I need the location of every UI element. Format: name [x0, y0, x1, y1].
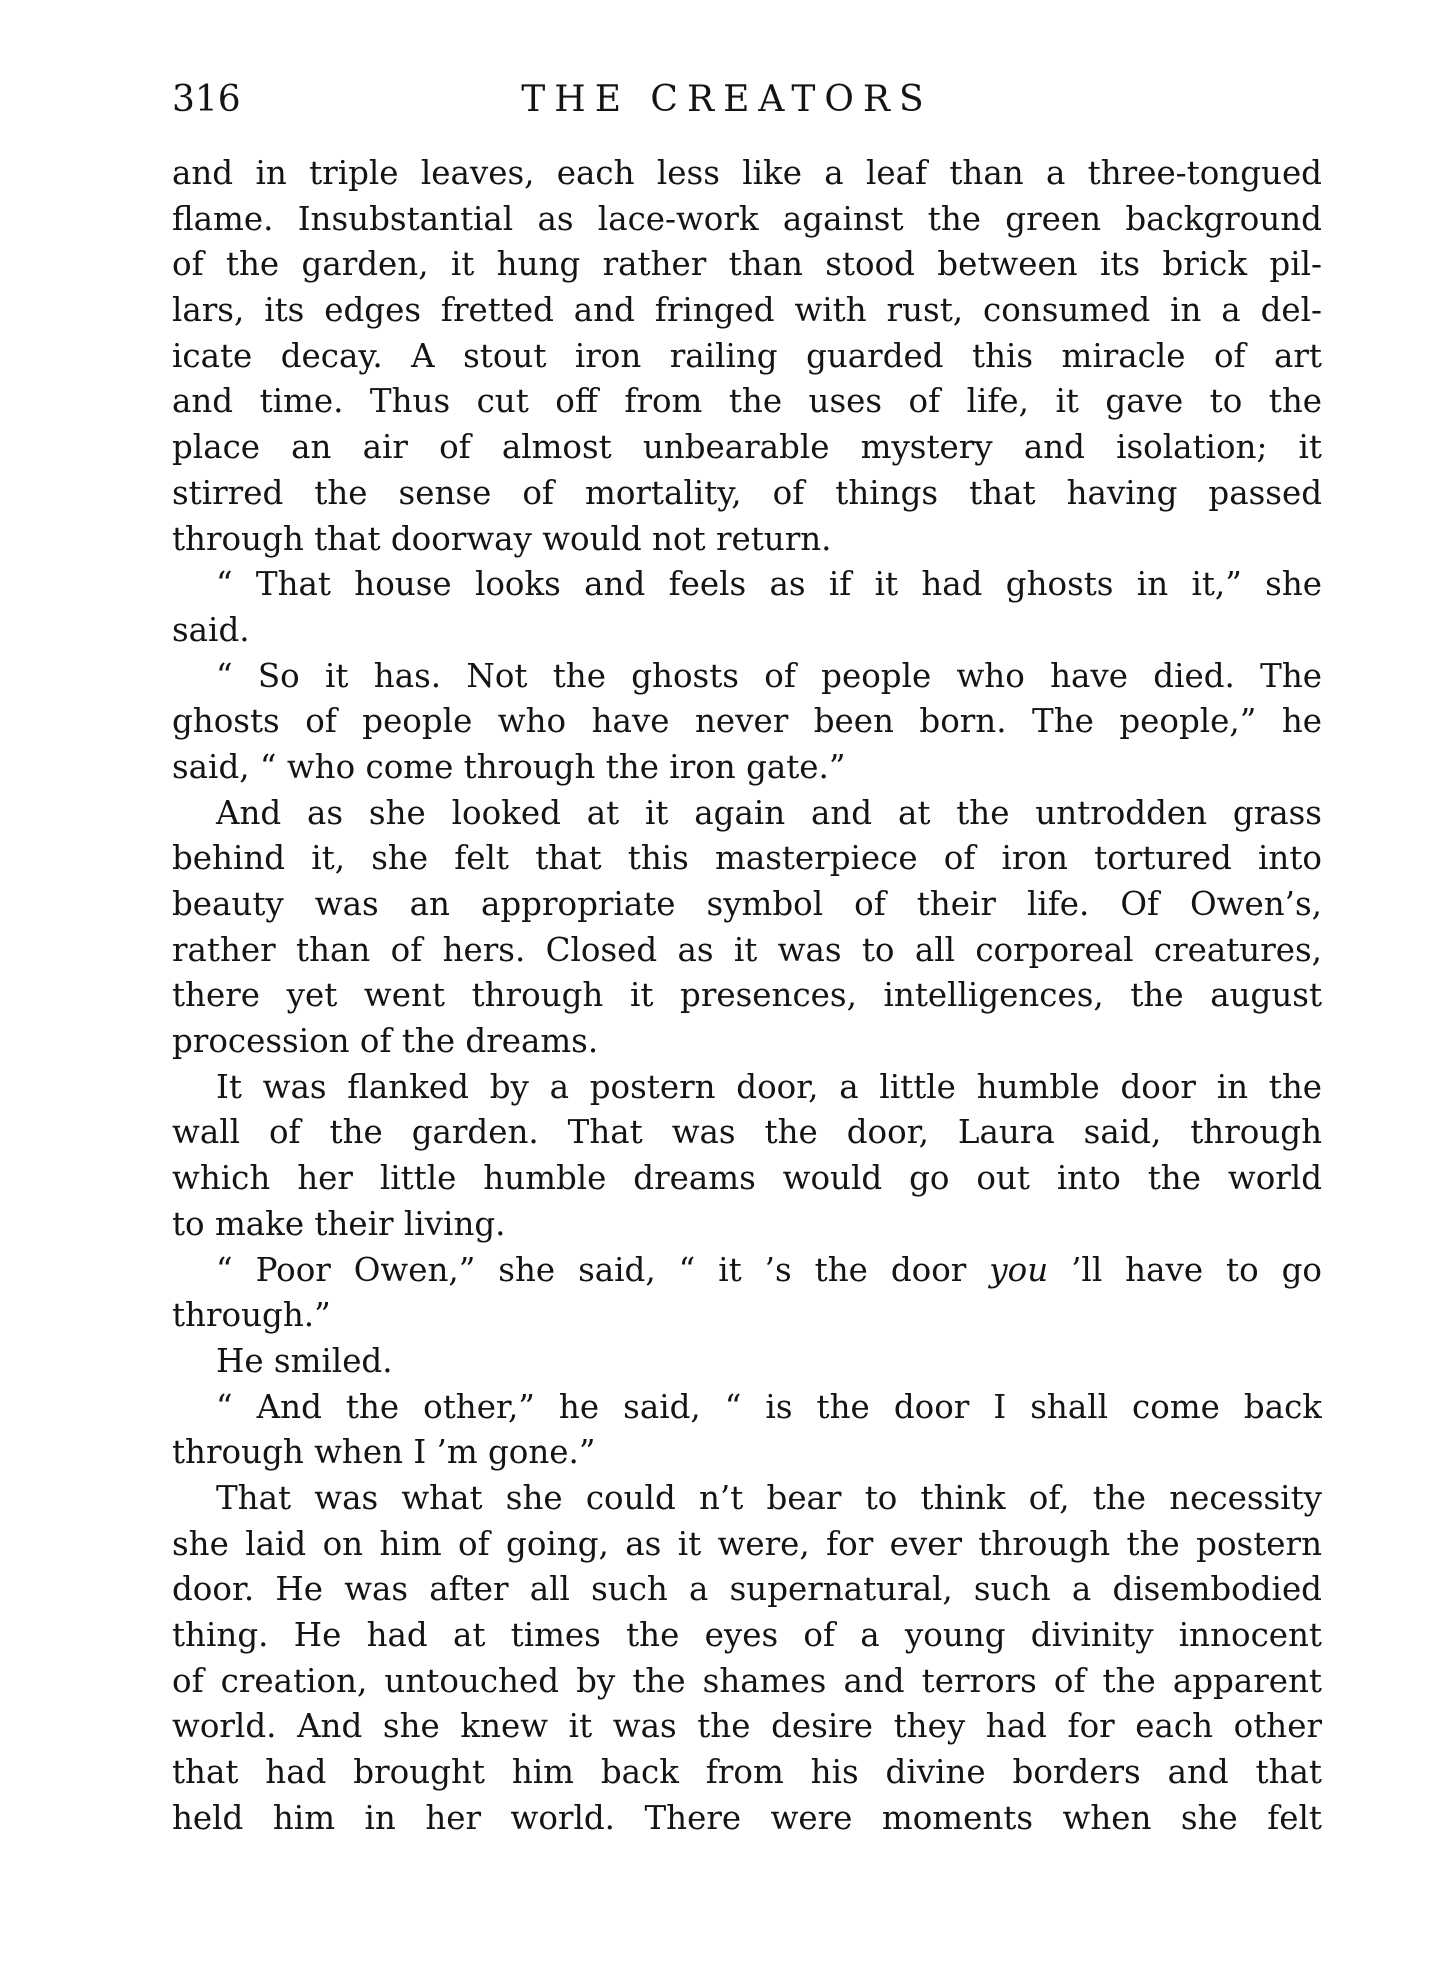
text-line: wall of the garden. That was the door, Laura said, through	[172, 1113, 1322, 1152]
text-line: said.	[172, 610, 250, 649]
text-line: He smiled.	[216, 1341, 393, 1380]
text-line: through when I ’m gone.”	[172, 1433, 596, 1472]
text-line: through that doorway would not return.	[172, 519, 832, 558]
text-line: to make their living.	[172, 1204, 506, 1243]
text-line: place an air of almost unbearable mystery and isolation; it	[172, 428, 1322, 467]
text-line: door. He was after all such a supernatural, such a disembodied	[172, 1570, 1322, 1609]
text-line: ghosts of people who have never been born. The people,” he	[172, 702, 1322, 741]
page-header	[172, 70, 1322, 130]
text-line: stirred the sense of mortality, of things that having passed	[172, 473, 1322, 512]
text-line: and time. Thus cut off from the uses of life, it gave to the	[172, 382, 1322, 421]
text-line: there yet went through it presences, intelligences, the august	[172, 976, 1322, 1015]
text-line: rather than of hers. Closed as it was to all corporeal creatures,	[172, 930, 1322, 969]
text-line: which her little humble dreams would go out into the world	[172, 1159, 1322, 1198]
body-text	[172, 151, 1322, 1841]
text-line: behind it, she felt that this masterpiece of iron tortured into	[172, 839, 1322, 878]
text-line: of creation, untouched by the shames and terrors of the apparent	[172, 1661, 1322, 1700]
text-line: procession of the dreams.	[172, 1022, 599, 1061]
text-line: “ So it has. Not the ghosts of people who have died. The	[216, 656, 1322, 695]
text-line: world. And she knew it was the desire they had for each other	[172, 1707, 1322, 1746]
text-line: And as she looked at it again and at the untrodden grass	[216, 793, 1322, 832]
text-line: that had brought him back from his divine borders and that	[172, 1753, 1322, 1792]
text-line: of the garden, it hung rather than stood between its brick pil-	[172, 245, 1322, 284]
text-line: “ That house looks and feels as if it had ghosts in it,” she	[216, 565, 1322, 604]
page-number: 316	[172, 79, 241, 120]
text-line: lars, its edges fretted and fringed with rust, consumed in a del-	[172, 291, 1322, 330]
text-line: through.”	[172, 1296, 331, 1335]
emphasized-word: you	[989, 1250, 1049, 1289]
running-title: THE CREATORS	[521, 79, 933, 120]
text-line: icate decay. A stout iron railing guarded this miracle of art	[172, 336, 1322, 375]
text-line: thing. He had at times the eyes of a young divinity innocent	[172, 1616, 1322, 1654]
text-line: and in triple leaves, each less like a leaf than a three-tongued	[172, 154, 1322, 192]
text-line: held him in her world. There were moments when she felt	[172, 1798, 1322, 1837]
text-line: “ Poor Owen,” she said, “ it ’s the door you ’ll have to go	[216, 1250, 1322, 1289]
text-line: That was what she could n’t bear to think of, the necessity	[216, 1478, 1322, 1517]
text-line: beauty was an appropriate symbol of their life. Of Owen’s,	[172, 885, 1322, 923]
text-line: she laid on him of going, as it were, for ever through the postern	[172, 1524, 1322, 1563]
text-line: “ And the other,” he said, “ is the door I shall come back	[216, 1387, 1322, 1426]
text-line: said, “ who come through the iron gate.”	[172, 747, 846, 786]
text-line: It was flanked by a postern door, a little humble door in the	[216, 1067, 1322, 1106]
text-line: flame. Insubstantial as lace-work against the green background	[172, 199, 1322, 238]
